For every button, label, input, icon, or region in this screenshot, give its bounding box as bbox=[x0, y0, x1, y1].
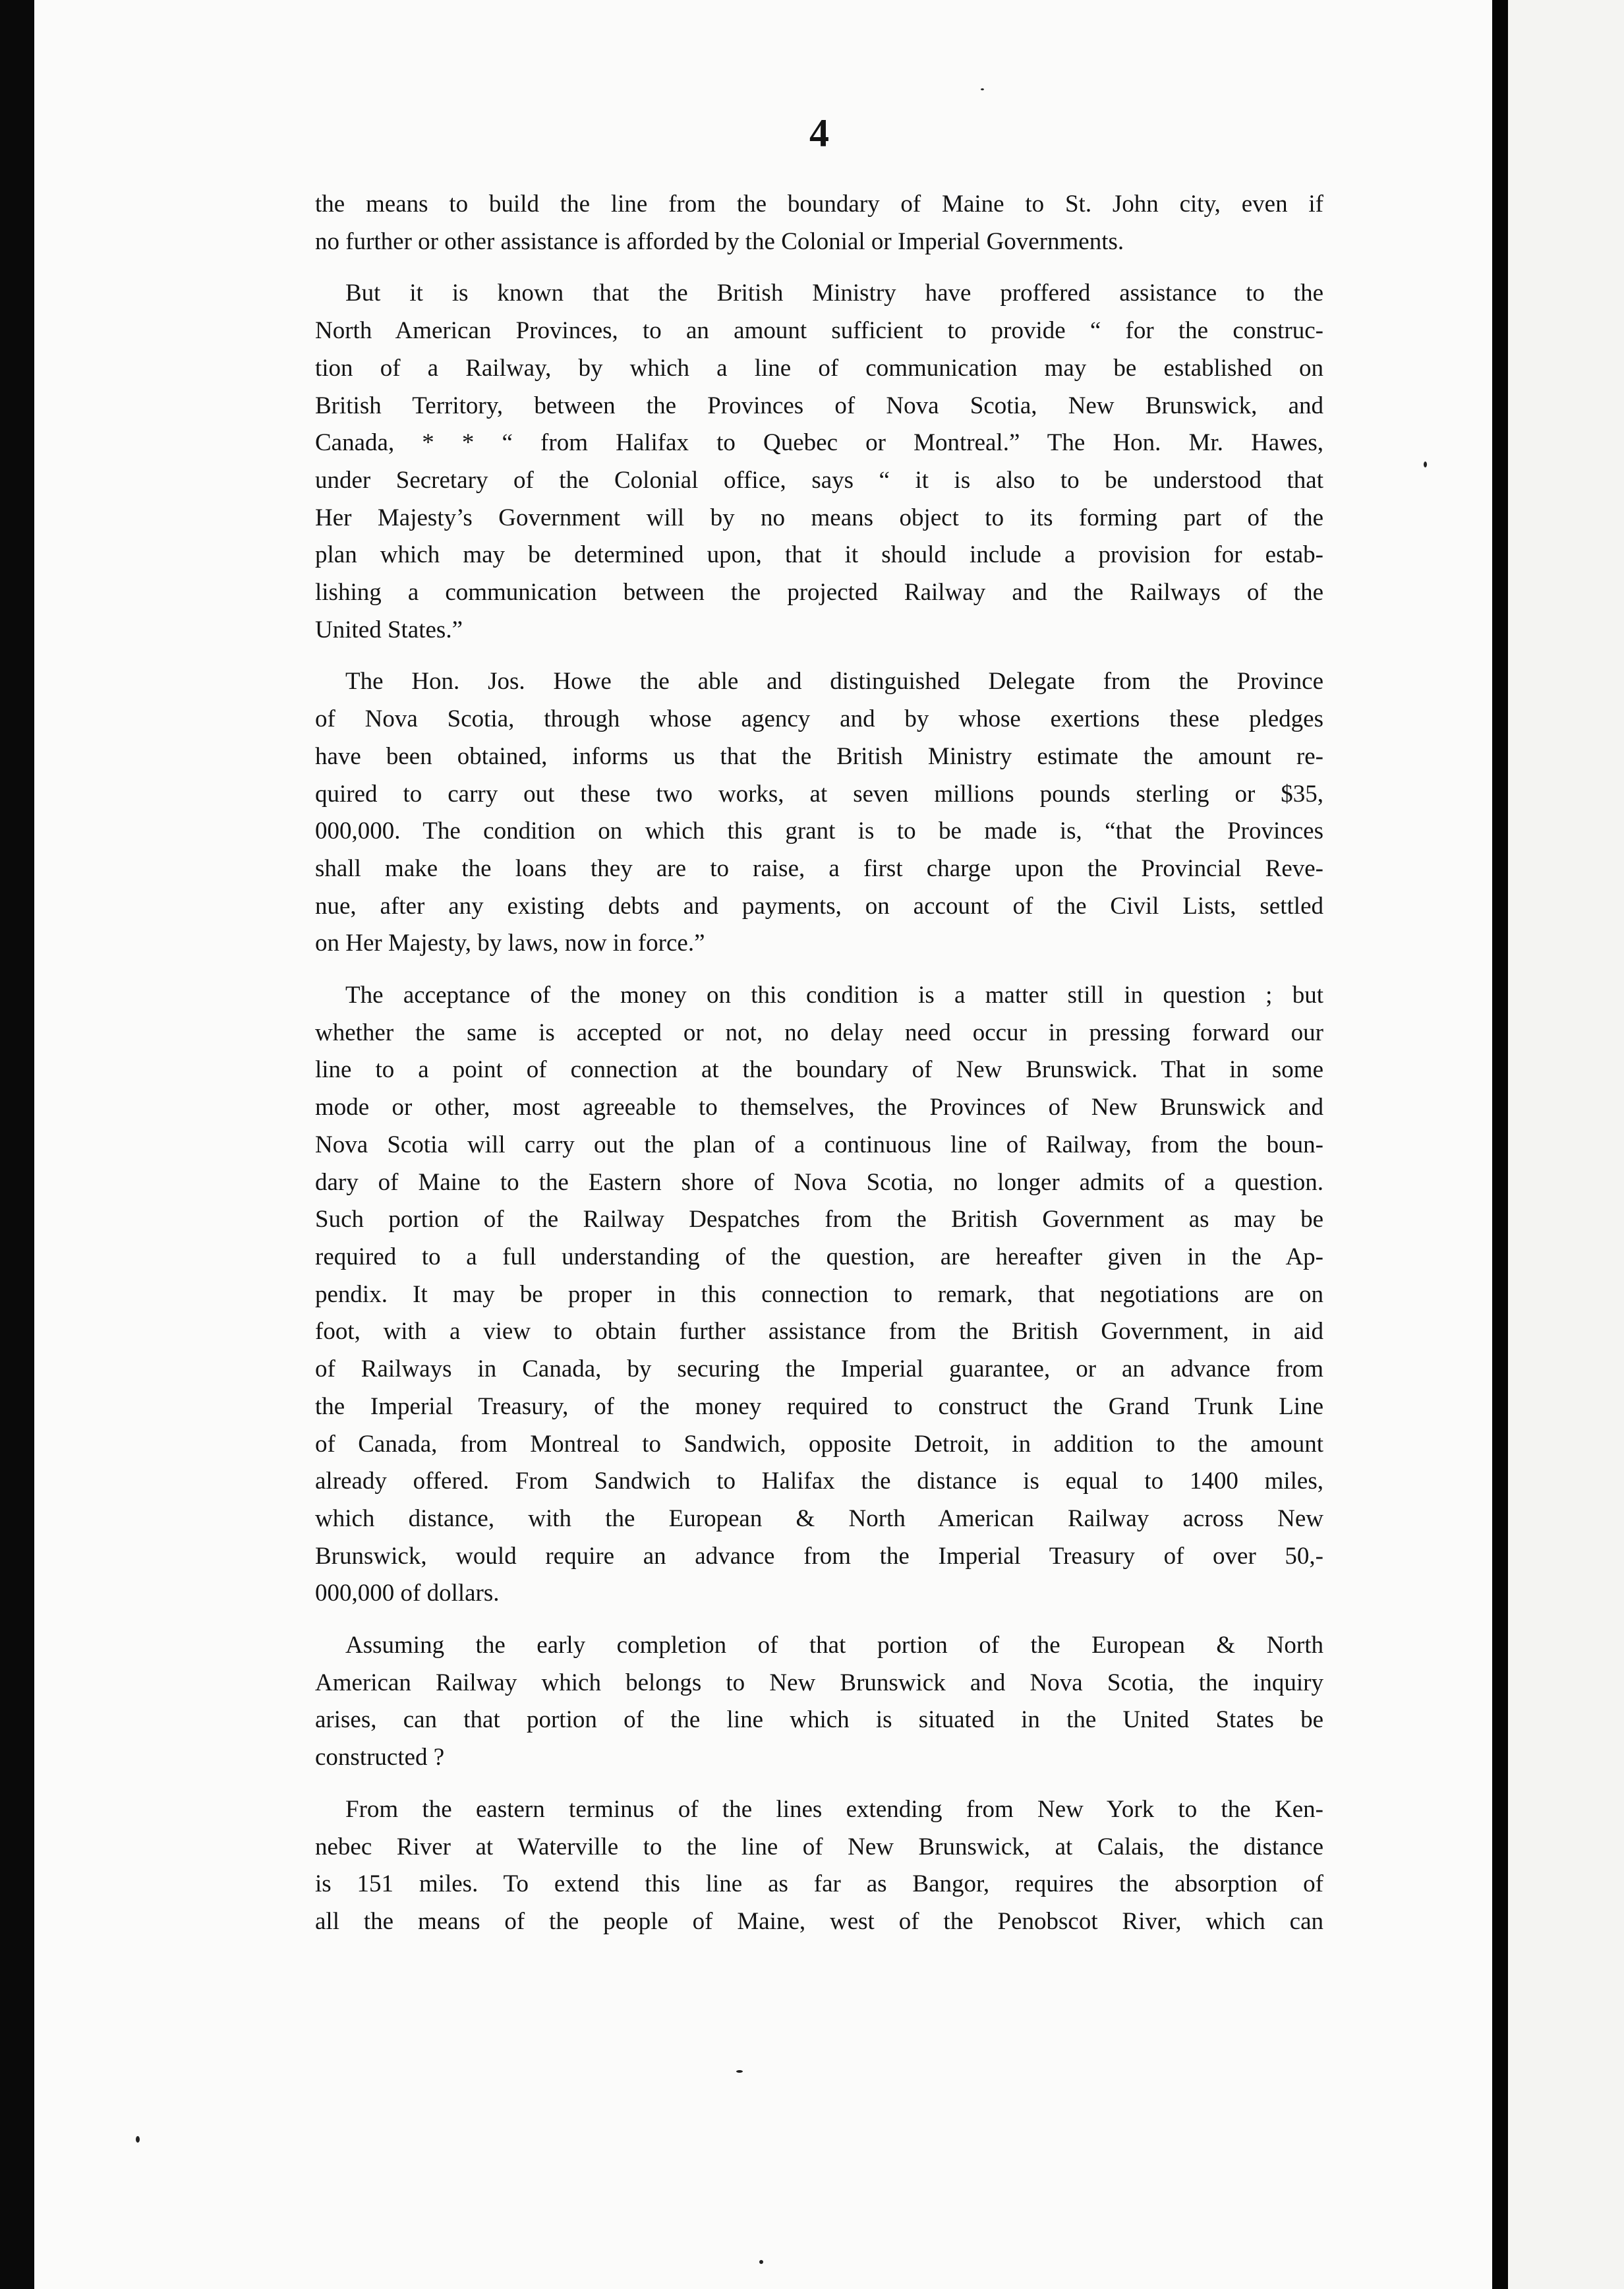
text-line: But it is known that the British Ministry have proffered assistance to the bbox=[345, 280, 1323, 307]
paragraph bbox=[315, 1791, 1323, 1941]
text-line: plan which may be determined upon, that it should include a provision for estab- bbox=[315, 541, 1323, 569]
adjacent-page-edge bbox=[1508, 0, 1624, 2289]
text-line: American Railway which belongs to New Brunswick and Nova Scotia, the inquiry bbox=[315, 1669, 1323, 1696]
text-line: Canada, * * “ from Halifax to Quebec or Montreal.” The Hon. Mr. Hawes, bbox=[315, 429, 1323, 457]
text-line: lishing a communication between the projected Railway and the Railways of the bbox=[315, 579, 1323, 607]
text-line: Assuming the early completion of that portion of the European & North bbox=[345, 1632, 1323, 1659]
text-line: United States.” bbox=[315, 616, 463, 643]
text-line: tion of a Railway, by which a line of communication may be established on bbox=[315, 354, 1323, 382]
text-line: Nova Scotia will carry out the plan of a continuous line of Railway, from the boun- bbox=[315, 1131, 1323, 1158]
text-line: Brunswick, would require an advance from the Imperial Treasury of over 50,- bbox=[315, 1542, 1323, 1570]
text-line: of Railways in Canada, by securing the Imperial guarantee, or an advance from bbox=[315, 1355, 1323, 1383]
text-line: on Her Majesty, by laws, now in force.” bbox=[315, 930, 705, 957]
paragraph bbox=[315, 1627, 1323, 1777]
text-line: the means to build the line from the boundary of Maine to St. John city, even if bbox=[315, 191, 1323, 218]
text-line: already offered. From Sandwich to Halifax the distance is equal to 1400 miles, bbox=[315, 1468, 1323, 1495]
text-line: which distance, with the European & North American Railway across New bbox=[315, 1504, 1323, 1532]
text-line: 000,000 of dollars. bbox=[315, 1580, 500, 1607]
paragraph bbox=[315, 977, 1323, 1613]
text-line: under Secretary of the Colonial office, says “ it is also to be understood that bbox=[315, 466, 1323, 494]
text-line: British Territory, between the Provinces of Nova Scotia, New Brunswick, and bbox=[315, 392, 1323, 419]
text-line: mode or other, most agreeable to themselves, the Provinces of New Brunswick and bbox=[315, 1094, 1323, 1121]
scan-speck bbox=[136, 2136, 140, 2143]
text-line: From the eastern terminus of the lines extending from New York to the Ken- bbox=[345, 1795, 1323, 1823]
text-line: nebec River at Waterville to the line of New Brunswick, at Calais, the distance bbox=[315, 1833, 1323, 1860]
text-line: of Nova Scotia, through whose agency and by whose exertions these pledges bbox=[315, 705, 1323, 733]
paragraph bbox=[315, 186, 1323, 260]
scan-left-border bbox=[0, 0, 34, 2289]
text-line: have been obtained, informs us that the British Ministry estimate the amount re- bbox=[315, 742, 1323, 770]
text-line: pendix. It may be proper in this connection to remark, that negotiations are on bbox=[315, 1280, 1323, 1308]
page-gutter bbox=[1492, 0, 1508, 2289]
text-line: whether the same is accepted or not, no delay need occur in pressing forward our bbox=[315, 1019, 1323, 1046]
text-line: Such portion of the Railway Despatches from the British Government as may be bbox=[315, 1206, 1323, 1234]
text-line: The acceptance of the money on this condition is a matter still in question ; but bbox=[345, 982, 1323, 1009]
text-line: dary of Maine to the Eastern shore of Nova Scotia, no longer admits of a question. bbox=[315, 1168, 1323, 1196]
text-line: is 151 miles. To extend this line as far as Bangor, requires the absorption of bbox=[315, 1870, 1323, 1898]
text-line: nue, after any existing debts and payments, on account of the Civil Lists, settled bbox=[315, 892, 1323, 920]
text-line: shall make the loans they are to raise, a first charge upon the Provincial Reve- bbox=[315, 854, 1323, 882]
text-line: The Hon. Jos. Howe the able and distinguished Delegate from the Province bbox=[345, 668, 1323, 696]
text-line: required to a full understanding of the question, are hereafter given in the Ap- bbox=[315, 1243, 1323, 1270]
text-line: all the means of the people of Maine, west of the Penobscot River, which can bbox=[315, 1907, 1323, 1935]
text-line: quired to carry out these two works, at seven millions pounds sterling or $35, bbox=[315, 780, 1323, 808]
page-text bbox=[315, 107, 1323, 1941]
text-line: constructed ? bbox=[315, 1744, 445, 1771]
text-line: arises, can that portion of the line which is situated in the United States be bbox=[315, 1706, 1323, 1734]
page-number: 4 bbox=[809, 111, 829, 155]
text-line: 000,000. The condition on which this grant is to be made is, “that the Provinces bbox=[315, 818, 1323, 845]
text-line: of Canada, from Montreal to Sandwich, opposite Detroit, in addition to the amount bbox=[315, 1430, 1323, 1458]
text-line: North American Provinces, to an amount sufficient to provide “ for the construc- bbox=[315, 317, 1323, 345]
scan-speck bbox=[736, 2070, 743, 2073]
text-line: foot, with a view to obtain further assistance from the British Government, in aid bbox=[315, 1318, 1323, 1346]
scan-speck bbox=[981, 88, 984, 90]
text-line: line to a point of connection at the boundary of New Brunswick. That in some bbox=[315, 1056, 1323, 1084]
scan-speck bbox=[1424, 461, 1427, 467]
text-line: the Imperial Treasury, of the money required to construct the Grand Trunk Line bbox=[315, 1392, 1323, 1420]
text-line: Her Majesty’s Government will by no means object to its forming part of the bbox=[315, 504, 1323, 531]
paragraph bbox=[315, 275, 1323, 649]
text-line: no further or other assistance is afforded by the Colonial or Imperial Governments. bbox=[315, 227, 1124, 255]
scan-speck bbox=[759, 2260, 763, 2264]
paragraph bbox=[315, 663, 1323, 963]
